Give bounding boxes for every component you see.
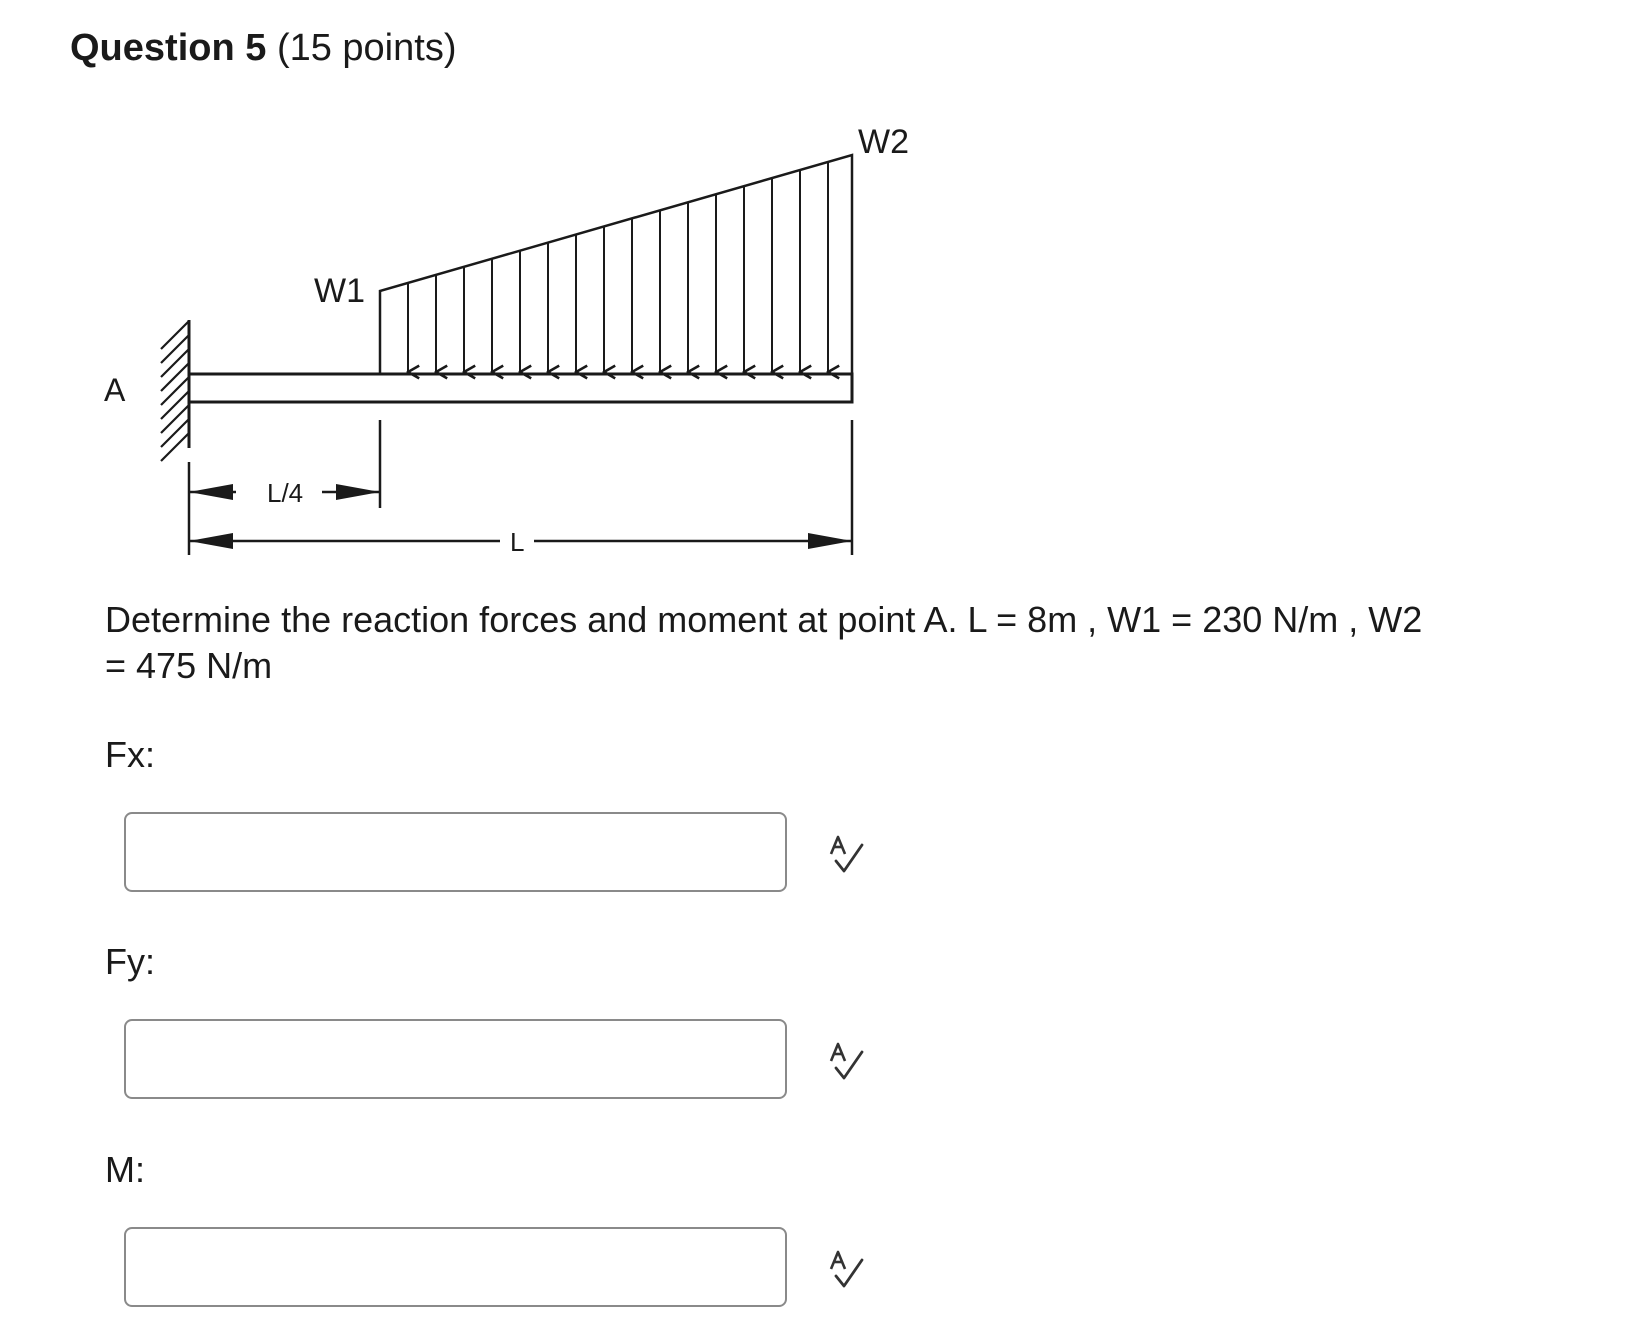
question-title: Question 5	[70, 27, 267, 69]
question-points: (15 points)	[276, 27, 457, 69]
beam-diagram	[0, 0, 1638, 570]
fy-input[interactable]	[124, 1019, 787, 1099]
m-label: M:	[105, 1149, 145, 1190]
spellcheck-icon[interactable]	[826, 834, 866, 876]
prompt-line-1: Determine the reaction forces and moment at point A. L = 8m , W1 = 230 N/m , W2	[105, 599, 1423, 640]
fx-input[interactable]	[124, 812, 787, 892]
fx-label: Fx:	[105, 734, 155, 775]
prompt-line-2: = 475 N/m	[105, 645, 273, 686]
fy-label: Fy:	[105, 941, 155, 982]
spellcheck-icon[interactable]	[826, 1041, 866, 1083]
spellcheck-icon[interactable]	[826, 1249, 866, 1291]
support-label: A	[104, 372, 126, 408]
beam	[189, 374, 852, 402]
m-input[interactable]	[124, 1227, 787, 1307]
w1-label: W1	[314, 272, 365, 310]
fixed-support	[161, 320, 189, 461]
dim-full-label: L	[510, 527, 525, 557]
w2-label: W2	[858, 123, 909, 161]
dim-quarter-label: L/4	[267, 478, 304, 508]
question-prompt	[105, 597, 1565, 689]
distributed-load	[380, 155, 852, 374]
